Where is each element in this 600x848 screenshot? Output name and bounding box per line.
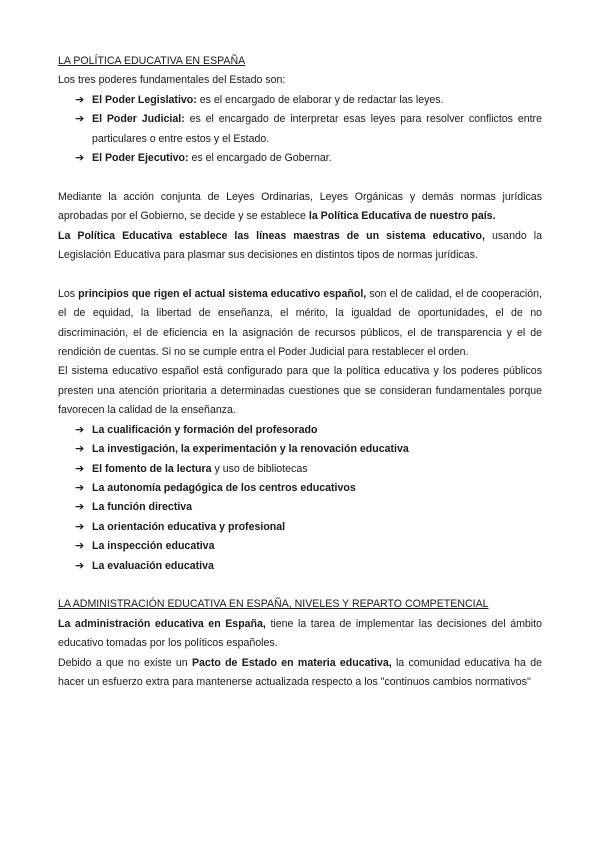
paragraph-administracion: La administración educativa en España, tiene la tarea de implementar las decisiones del ámbito educativo tomadas por los políticos españoles. — [58, 617, 542, 650]
paragraph-lineas-maestras: La Política Educativa establece las líneas maestras de un sistema educativo, usando la Legislación Educativa para plasmar sus decisiones en distintos tipos de normas jurídicas. — [58, 229, 542, 262]
paragraph-leyes: Mediante la acción conjunta de Leyes Ordinarias, Leyes Orgánicas y demás normas jurídicas aprobadas por el Gobierno, se decide y se establece la Política Educativa de nuestro país. — [58, 190, 542, 223]
list-item: ➔ El fomento de la lectura y uso de bibliotecas — [58, 460, 542, 479]
list-item: ➔ La autonomía pedagógica de los centros educativos — [58, 479, 542, 498]
list-item: ➔ La evaluación educativa — [58, 557, 542, 576]
list-item: ➔ El Poder Judicial: es el encargado de interpretar esas leyes para resolver conflictos entre particulares o entre estos y el Estado. — [58, 110, 542, 149]
factors-list — [58, 421, 542, 576]
section-heading-politica: LA POLÍTICA EDUCATIVA EN ESPAÑA — [58, 55, 246, 67]
paragraph-pacto: Debido a que no existe un Pacto de Estado en materia educativa, la comunidad educativa ha de hacer un esfuerzo extra para mantenerse actualizada respecto a los "continuos cambios normativos" — [58, 656, 542, 688]
paragraph-sistema: El sistema educativo español está configurado para que la política educativa y los poderes públicos presten una atención prioritaria a determinadas cuestiones que se consideran fundamentales porque favorecen la calidad de la enseñanza. — [58, 365, 542, 417]
list-item: ➔ El Poder Ejecutivo: es el encargado de Gobernar. — [58, 149, 542, 168]
paragraph-principios: Los principios que rigen el actual sistema educativo español, son el de calidad, el de cooperación, el de equidad, la libertad de enseñanza, el mérito, la igualdad de oportunidades, el de no discriminación, el de eficiencia en la asignación de recursos públicos, el de transparencia y el de rendición de cuentas. Si no se cumple entra el Poder Judicial para restablecer el orden. — [58, 287, 542, 359]
powers-intro: Los tres poderes fundamentales del Estado son: — [58, 74, 286, 87]
arrow-bullet-icon: ➔ — [75, 152, 85, 165]
section-heading-administracion: LA ADMINISTRACIÓN EDUCATIVA EN ESPAÑA, NIVELES Y REPARTO COMPETENCIAL — [58, 598, 489, 611]
document-page — [58, 52, 542, 692]
arrow-bullet-icon: ➔ — [75, 113, 85, 126]
arrow-bullet-icon: ➔ — [75, 443, 85, 456]
list-item: ➔ El Poder Legislativo: es el encargado de elaborar y de redactar las leyes. — [58, 91, 542, 110]
arrow-bullet-icon: ➔ — [75, 540, 85, 553]
list-item: ➔ La investigación, la experimentación y la renovación educativa — [58, 440, 542, 459]
list-item: ➔ La inspección educativa — [58, 537, 542, 556]
arrow-bullet-icon: ➔ — [75, 462, 85, 475]
arrow-bullet-icon: ➔ — [75, 520, 85, 533]
list-item: ➔ La función directiva — [58, 498, 542, 517]
arrow-bullet-icon: ➔ — [75, 481, 85, 494]
arrow-bullet-icon: ➔ — [75, 501, 85, 514]
list-item: ➔ La cualificación y formación del profesorado — [58, 421, 542, 440]
arrow-bullet-icon: ➔ — [75, 93, 85, 106]
arrow-bullet-icon: ➔ — [75, 423, 85, 436]
list-item: ➔ La orientación educativa y profesional — [58, 518, 542, 537]
arrow-bullet-icon: ➔ — [75, 559, 85, 572]
powers-list — [58, 91, 542, 169]
